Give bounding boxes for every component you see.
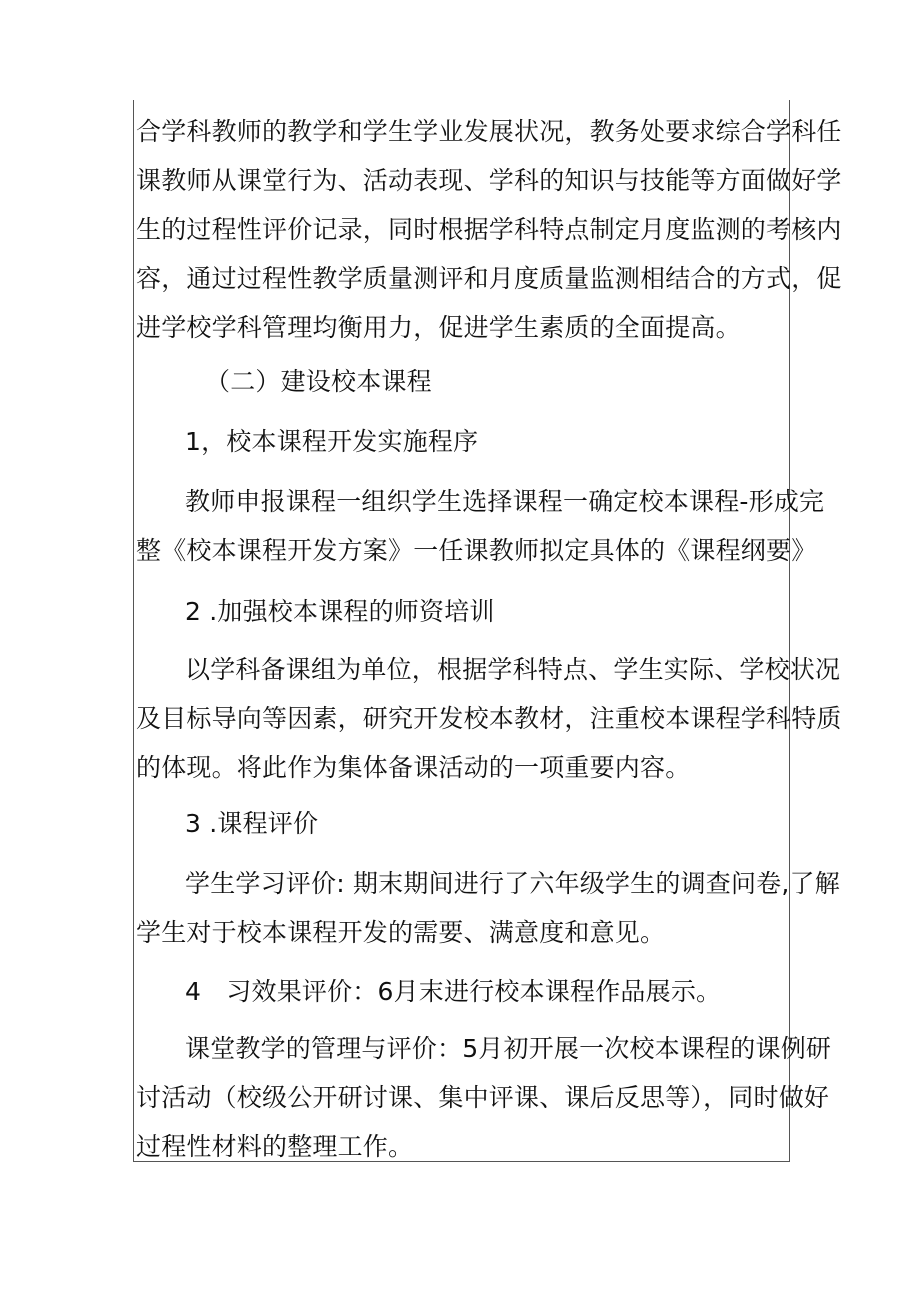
body-text-line: 课堂教学的管理与评价：5月初开展一次校本课程的课例研 [185, 1034, 832, 1063]
body-text-line: 整《校本课程开发方案》一任课教师拟定具体的《课程纲要》 [136, 536, 817, 565]
body-text-line: 讨活动（校级公开研讨课、集中评课、课后反思等），同时做好 [136, 1083, 830, 1112]
section-heading: （二）建设校本课程 [205, 367, 432, 396]
item-heading: 3 .课程评价 [185, 809, 319, 838]
body-text-line: 及目标导向等因素，研究开发校本教材，注重校本课程学科特质 [136, 704, 842, 733]
item-heading: 2 .加强校本课程的师资培训 [185, 597, 495, 626]
body-text-line: 教师申报课程一组织学生选择课程一确定校本课程-形成完 [185, 487, 825, 516]
body-text-line: 进学校学科管理均衡用力，促进学生素质的全面提高。 [136, 313, 741, 342]
body-text-line: 过程性材料的整理工作。 [136, 1132, 414, 1161]
body-text-line: 合学科教师的教学和学生学业发展状况，教务处要求综合学科任 [136, 117, 842, 146]
body-text-line: 以学科备课组为单位，根据学科特点、学生实际、学校状况 [185, 655, 841, 684]
item-heading: 1，校本课程开发实施程序 [185, 427, 479, 456]
body-text-line: 学生对于校本课程开发的需要、满意度和意见。 [136, 918, 666, 947]
item-heading: 4 习效果评价：6月末进行校本课程作品展示。 [185, 977, 722, 1006]
body-text-line: 容，通过过程性教学质量测评和月度质量监测相结合的方式，促 [136, 264, 842, 293]
body-text-line: 的体现。将此作为集体备课活动的一项重要内容。 [136, 753, 691, 782]
body-text-line: 生的过程性评价记录，同时根据学科特点制定月度监测的考核内 [136, 215, 842, 244]
body-text-line: 学生学习评价: 期末期间进行了六年级学生的调查问卷,了解 [185, 869, 840, 898]
body-text-line: 课教师从课堂行为、活动表现、学科的知识与技能等方面做好学 [136, 166, 842, 195]
